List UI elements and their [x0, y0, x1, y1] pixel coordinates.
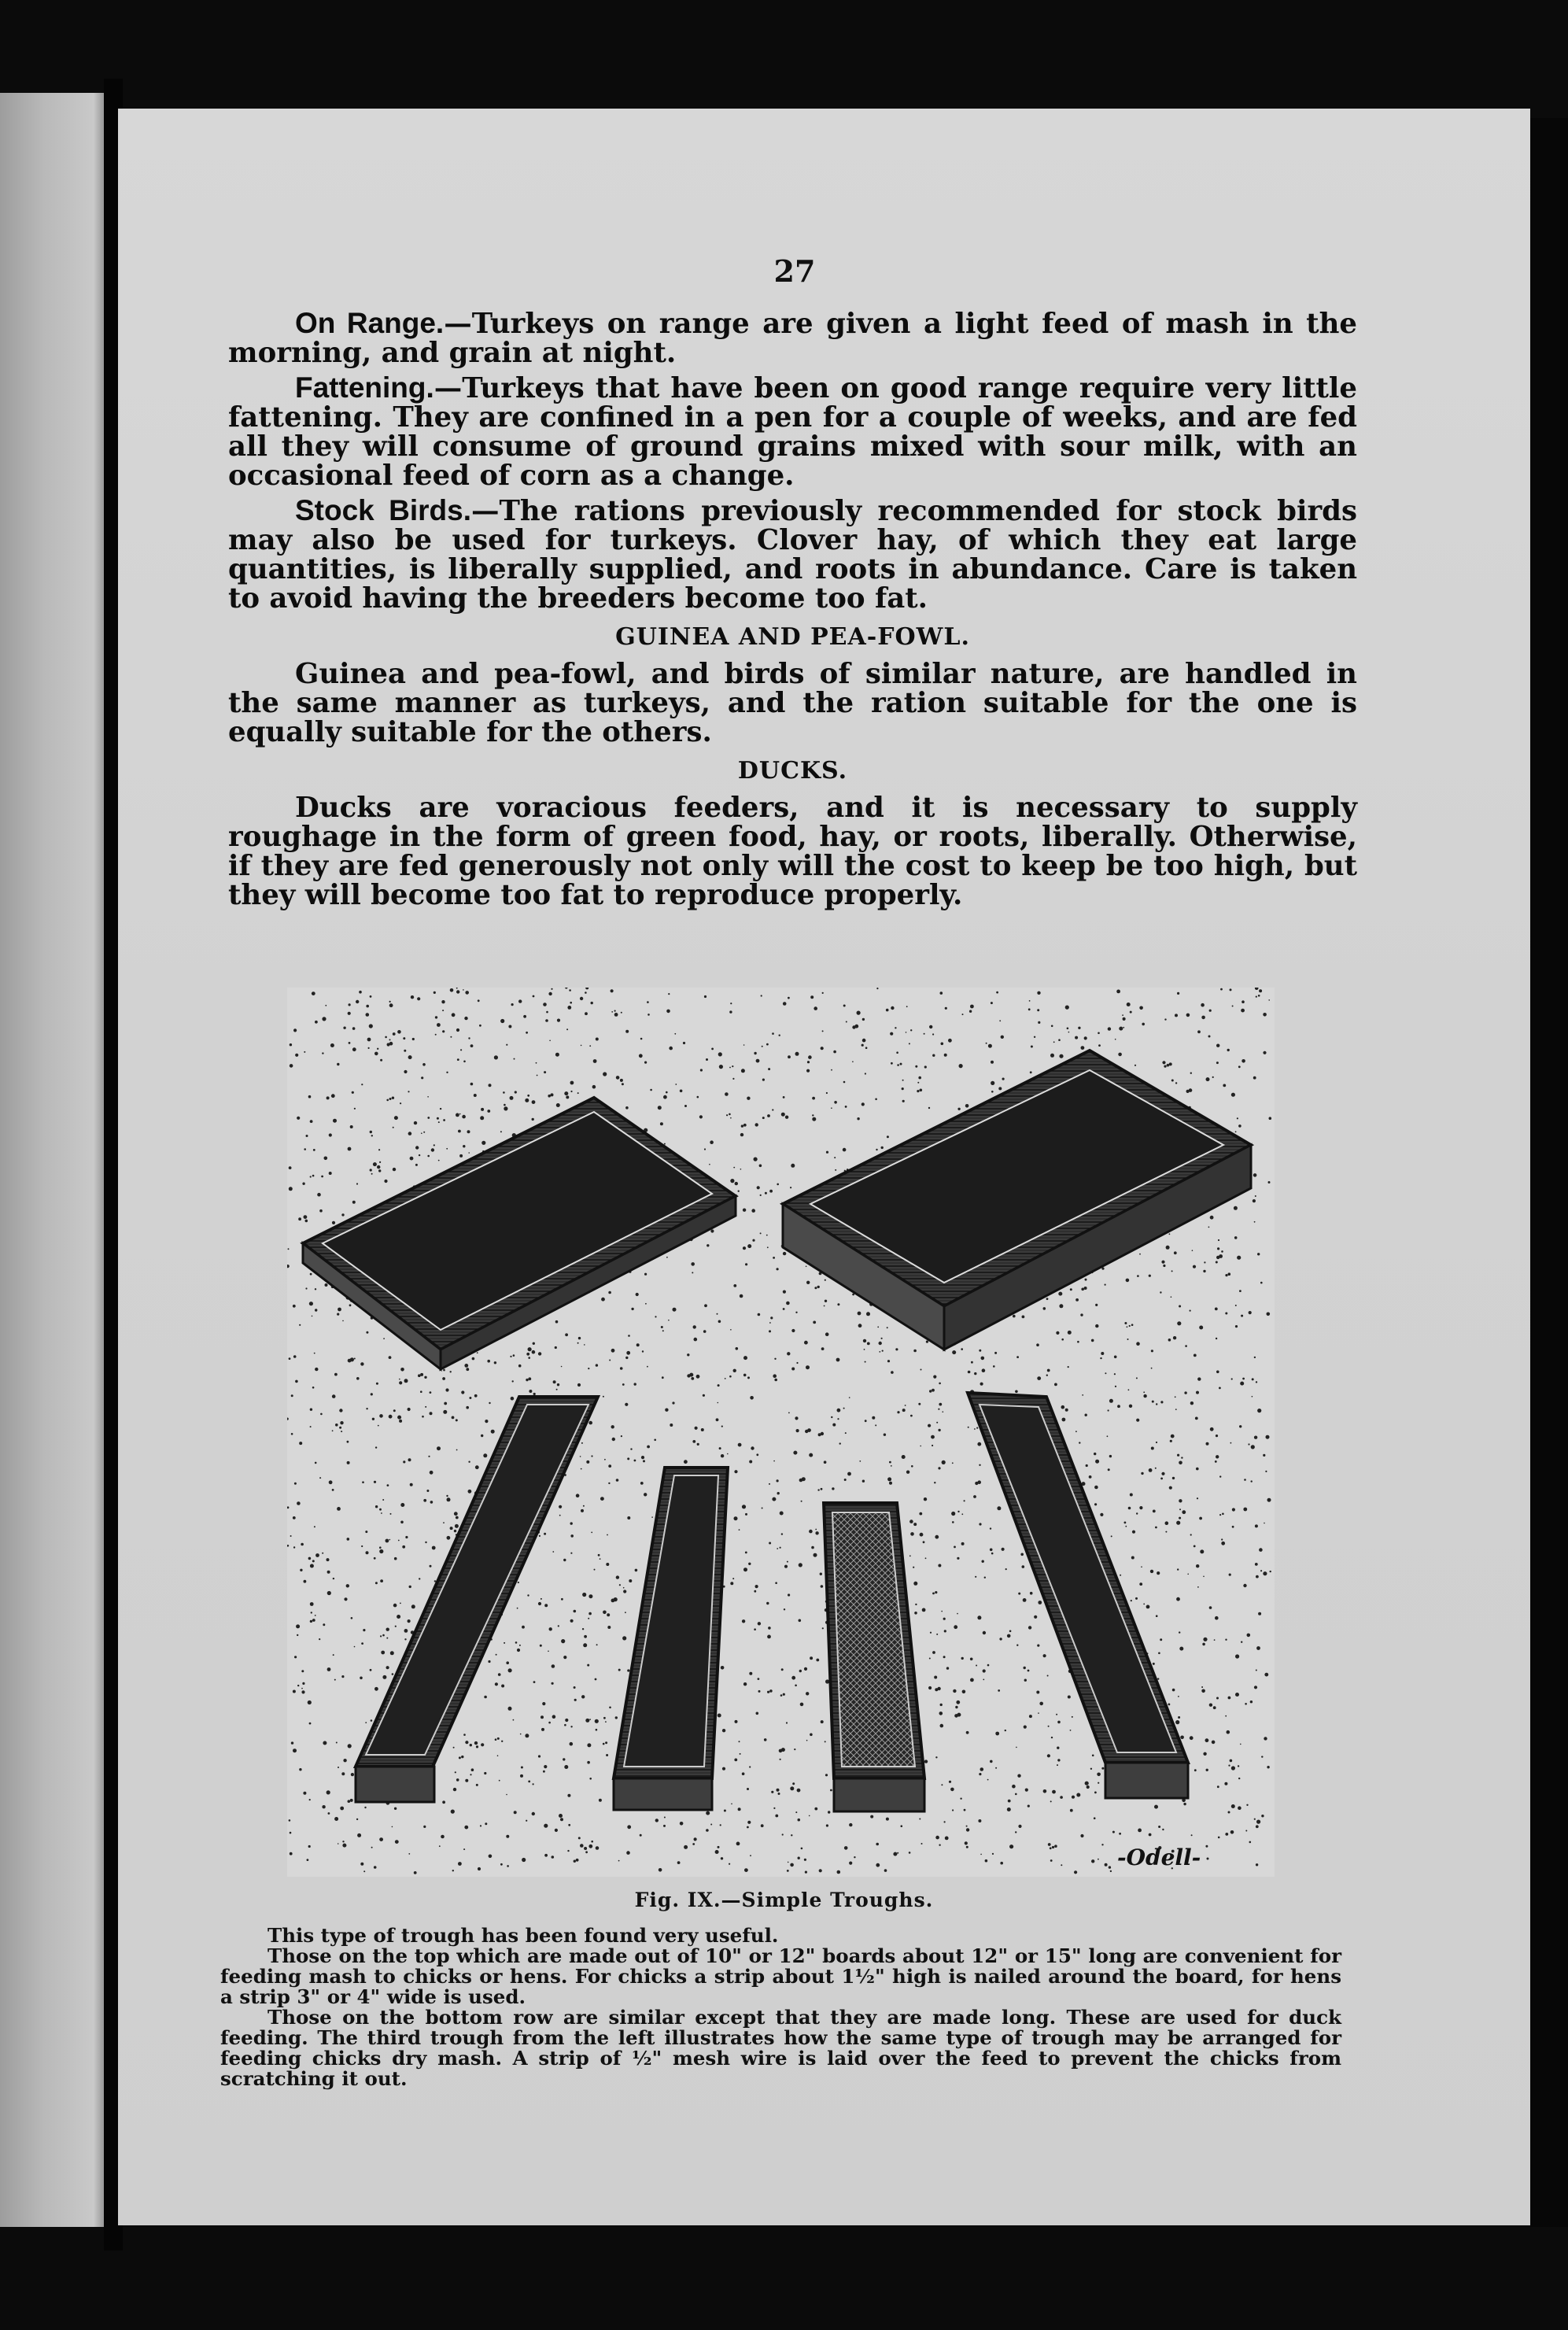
troughs-illustration	[287, 988, 1275, 1877]
paragraph-stock-birds	[228, 496, 1357, 613]
paragraph-guinea: Guinea and pea-fowl, and birds of similar nature, are handled in the same manner as turkeys, and the ration suitable for the one is equally suitable for the others.	[228, 658, 1357, 748]
heading-ducks: DUCKS.	[737, 757, 848, 785]
paragraph-fattening	[228, 373, 1357, 490]
paragraph-ducks: Ducks are voracious feeders, and it is necessary to supply roughage in the form of green food, hay, or roots, liberally. Otherwise, if they are fed generously not only will the cost to keep be too high, but they will become too fat to reproduce properly.	[228, 792, 1357, 911]
body-text	[228, 308, 1357, 915]
text-on-range: —Turkeys on range are given a light feed of mash in the morning, and grain at night.	[228, 308, 1357, 369]
caption-paragraph-1: This type of trough has been found very useful.	[267, 1924, 779, 1947]
runin-stock-birds: Stock Birds.	[295, 494, 471, 526]
page-number: 27	[773, 253, 816, 289]
text-stock-birds: —The rations previously recommended for stock birds may also be used for turkeys. Clover hay, of which they eat large quantities, is liberally supplied, and roots in abundance. Care is taken to avoid having the breeders become too fat.	[228, 495, 1357, 615]
heading-guinea-pea-fowl: GUINEA AND PEA-FOWL.	[615, 623, 970, 651]
caption-paragraph-3: Those on the bottom row are similar except that they are made long. These are used for duck feeding. The third trough from the left illustrates how the same type of trough may be arranged for feeding chicks dry mash. A strip of ½" mesh wire is laid over the feed to prevent the chicks from scratching it out.	[220, 2006, 1341, 2090]
paragraph-on-range	[228, 308, 1357, 367]
runin-fattening: Fattening.	[295, 371, 434, 404]
figure-caption-text	[220, 1926, 1341, 2089]
caption-paragraph-2: Those on the top which are made out of 10" or 12" boards about 12" or 15" long are convenient for feeding mash to chicks or hens. For chicks a strip about 1½" high is nailed around the board, for hens a strip 3" or 4" wide is used.	[220, 1944, 1341, 2008]
text-fattening: —Turkeys that have been on good range require very little fattening. They are confined in a pen for a couple of weeks, and are fed all they will consume of ground grains mixed with sour milk, with an occasional feed of corn as a change.	[228, 372, 1357, 492]
illustrator-signature: -Odell-	[1117, 1844, 1201, 1870]
figure-caption-title: Fig. IX.—Simple Troughs.	[634, 1889, 934, 1911]
figure-simple-troughs	[287, 988, 1275, 1877]
runin-on-range: On Range.	[295, 307, 445, 339]
